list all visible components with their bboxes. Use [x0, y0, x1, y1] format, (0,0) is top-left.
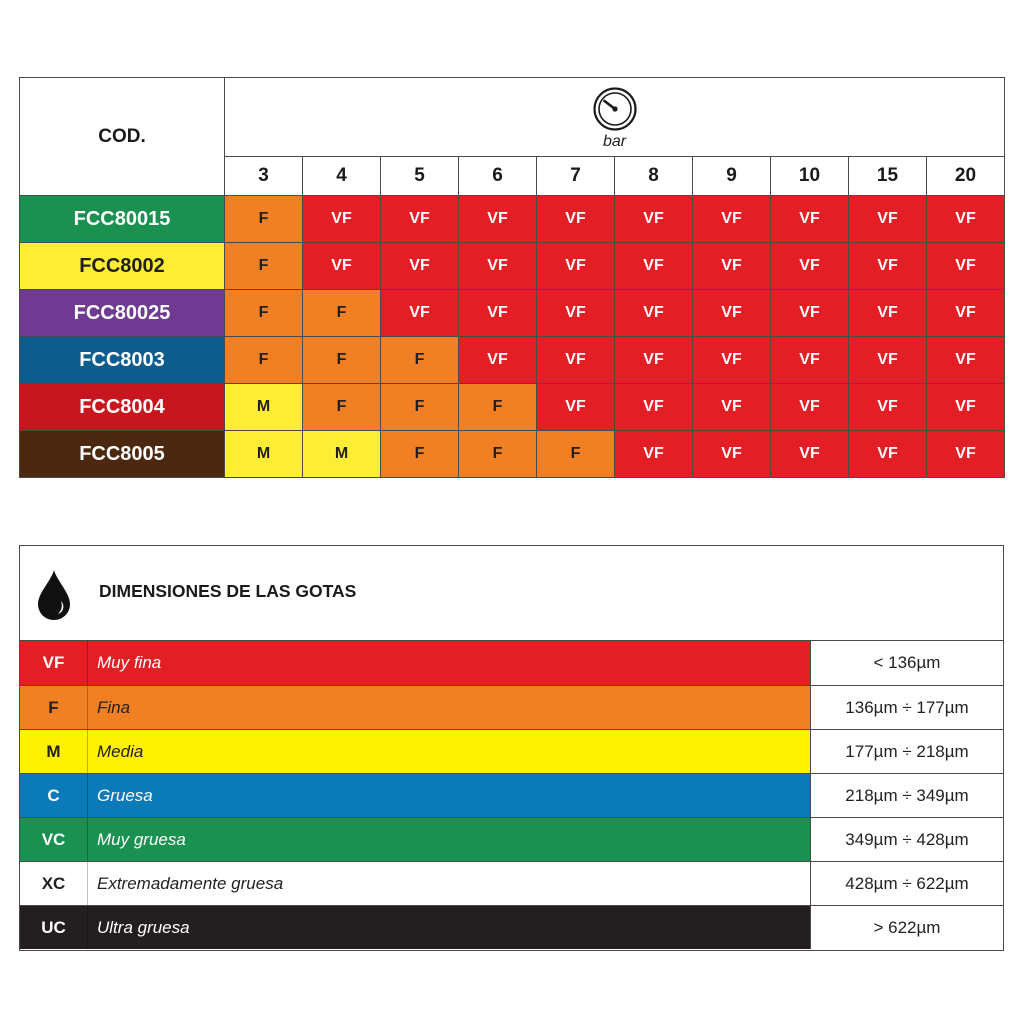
drop-size-name: Muy gruesa	[88, 818, 811, 861]
pressure-value-4: 4	[303, 157, 381, 196]
pressure-value-6: 6	[459, 157, 537, 196]
drop-rating-cell: VF	[849, 337, 927, 384]
drop-rating-cell: VF	[459, 337, 537, 384]
drop-size-row	[20, 861, 1003, 905]
drop-rating-cell: VF	[927, 290, 1005, 337]
drop-rating-cell: F	[303, 384, 381, 431]
drop-rating-cell: VF	[381, 196, 459, 243]
drop-rating-cell: VF	[693, 431, 771, 478]
drop-rating-cell: VF	[303, 243, 381, 290]
drop-size-code: C	[20, 774, 88, 817]
drop-rating-cell: VF	[771, 384, 849, 431]
drop-size-name: Fina	[88, 686, 811, 729]
drop-size-code: M	[20, 730, 88, 773]
drop-rating-cell: VF	[615, 431, 693, 478]
drop-size-range: < 136µm	[811, 641, 1003, 685]
drop-size-code: VF	[20, 641, 88, 685]
nozzle-code: FCC80025	[20, 290, 225, 337]
nozzle-row	[20, 243, 1005, 290]
nozzle-row	[20, 431, 1005, 478]
drop-icon	[36, 568, 72, 622]
nozzle-code: FCC80015	[20, 196, 225, 243]
drop-rating-cell: VF	[615, 243, 693, 290]
drop-rating-cell: VF	[459, 243, 537, 290]
cod-header: COD.	[20, 78, 225, 196]
drop-rating-cell: VF	[771, 337, 849, 384]
drop-rating-cell: F	[459, 431, 537, 478]
nozzle-rows	[20, 196, 1005, 478]
drop-rating-cell: F	[303, 337, 381, 384]
drop-size-row	[20, 773, 1003, 817]
drop-rating-cell: VF	[537, 196, 615, 243]
nozzle-row	[20, 384, 1005, 431]
drop-size-range: 428µm ÷ 622µm	[811, 862, 1003, 905]
drop-rating-cell: VF	[459, 196, 537, 243]
drop-rating-cell: VF	[537, 290, 615, 337]
drop-size-code: F	[20, 686, 88, 729]
drop-rating-cell: VF	[771, 290, 849, 337]
drop-rating-cell: VF	[927, 337, 1005, 384]
drop-rating-cell: F	[225, 243, 303, 290]
drop-size-range: 218µm ÷ 349µm	[811, 774, 1003, 817]
drop-size-name: Gruesa	[88, 774, 811, 817]
drop-rating-cell: VF	[927, 431, 1005, 478]
drop-rating-cell: F	[381, 431, 459, 478]
nozzle-row	[20, 337, 1005, 384]
drop-size-name: Muy fina	[88, 641, 811, 685]
drop-rating-cell: F	[225, 337, 303, 384]
drop-size-range: 177µm ÷ 218µm	[811, 730, 1003, 773]
drop-rating-cell: VF	[693, 243, 771, 290]
pressure-value-7: 7	[537, 157, 615, 196]
pressure-header	[225, 78, 1005, 157]
drop-size-name: Extremadamente gruesa	[88, 862, 811, 905]
drop-rating-cell: VF	[537, 337, 615, 384]
drop-rating-cell: VF	[927, 243, 1005, 290]
drop-rating-cell: VF	[849, 431, 927, 478]
drop-rating-cell: F	[303, 290, 381, 337]
drop-size-range: 136µm ÷ 177µm	[811, 686, 1003, 729]
nozzle-code: FCC8004	[20, 384, 225, 431]
drop-rating-cell: VF	[849, 290, 927, 337]
drop-rating-cell: VF	[537, 243, 615, 290]
drop-rating-cell: VF	[537, 384, 615, 431]
drop-size-code: UC	[20, 906, 88, 949]
drop-rating-cell: VF	[771, 431, 849, 478]
drop-rating-cell: F	[225, 290, 303, 337]
pressure-value-8: 8	[615, 157, 693, 196]
drop-rating-cell: VF	[381, 243, 459, 290]
drop-rating-cell: VF	[459, 290, 537, 337]
drop-size-range: 349µm ÷ 428µm	[811, 818, 1003, 861]
drop-rating-cell: VF	[849, 196, 927, 243]
drop-rating-cell: F	[537, 431, 615, 478]
drop-rating-cell: M	[303, 431, 381, 478]
drop-size-row	[20, 729, 1003, 773]
drop-rating-cell: VF	[693, 196, 771, 243]
drop-rating-cell: F	[381, 384, 459, 431]
drop-size-list	[20, 641, 1003, 949]
pressure-value-10: 10	[771, 157, 849, 196]
pressure-table	[19, 77, 1005, 478]
drop-rating-cell: VF	[849, 243, 927, 290]
pressure-unit-label: bar	[602, 133, 627, 150]
nozzle-row	[20, 196, 1005, 243]
drop-size-code: XC	[20, 862, 88, 905]
drop-rating-cell: VF	[693, 290, 771, 337]
pressure-value-5: 5	[381, 157, 459, 196]
drop-size-title: DIMENSIONES DE LAS GOTAS	[99, 581, 357, 601]
drop-rating-cell: M	[225, 431, 303, 478]
drop-rating-cell: VF	[927, 196, 1005, 243]
drop-rating-cell: VF	[615, 196, 693, 243]
pressure-value-9: 9	[693, 157, 771, 196]
pressure-value-3: 3	[225, 157, 303, 196]
drop-rating-cell: VF	[927, 384, 1005, 431]
drop-rating-cell: M	[225, 384, 303, 431]
drop-rating-cell: VF	[381, 290, 459, 337]
drop-rating-cell: VF	[771, 243, 849, 290]
drop-rating-cell: F	[381, 337, 459, 384]
drop-rating-cell: VF	[615, 290, 693, 337]
drop-size-row	[20, 905, 1003, 949]
drop-rating-cell: VF	[693, 384, 771, 431]
nozzle-code: FCC8002	[20, 243, 225, 290]
drop-size-code: VC	[20, 818, 88, 861]
pressure-value-20: 20	[927, 157, 1005, 196]
drop-size-row	[20, 641, 1003, 685]
drop-rating-cell: VF	[303, 196, 381, 243]
drop-size-row	[20, 817, 1003, 861]
drop-size-range: > 622µm	[811, 906, 1003, 949]
nozzle-code: FCC8005	[20, 431, 225, 478]
drop-rating-cell: VF	[615, 384, 693, 431]
drop-size-name: Media	[88, 730, 811, 773]
drop-rating-cell: VF	[771, 196, 849, 243]
drop-rating-cell: VF	[693, 337, 771, 384]
drop-size-name: Ultra gruesa	[88, 906, 811, 949]
drop-rating-cell: VF	[849, 384, 927, 431]
drop-size-header	[20, 546, 1003, 641]
pressure-value-15: 15	[849, 157, 927, 196]
pressure-gauge-icon	[592, 86, 638, 132]
drop-size-legend	[19, 545, 1004, 951]
drop-rating-cell: F	[225, 196, 303, 243]
drop-rating-cell: F	[459, 384, 537, 431]
nozzle-code: FCC8003	[20, 337, 225, 384]
drop-size-row	[20, 685, 1003, 729]
nozzle-row	[20, 290, 1005, 337]
drop-rating-cell: VF	[615, 337, 693, 384]
